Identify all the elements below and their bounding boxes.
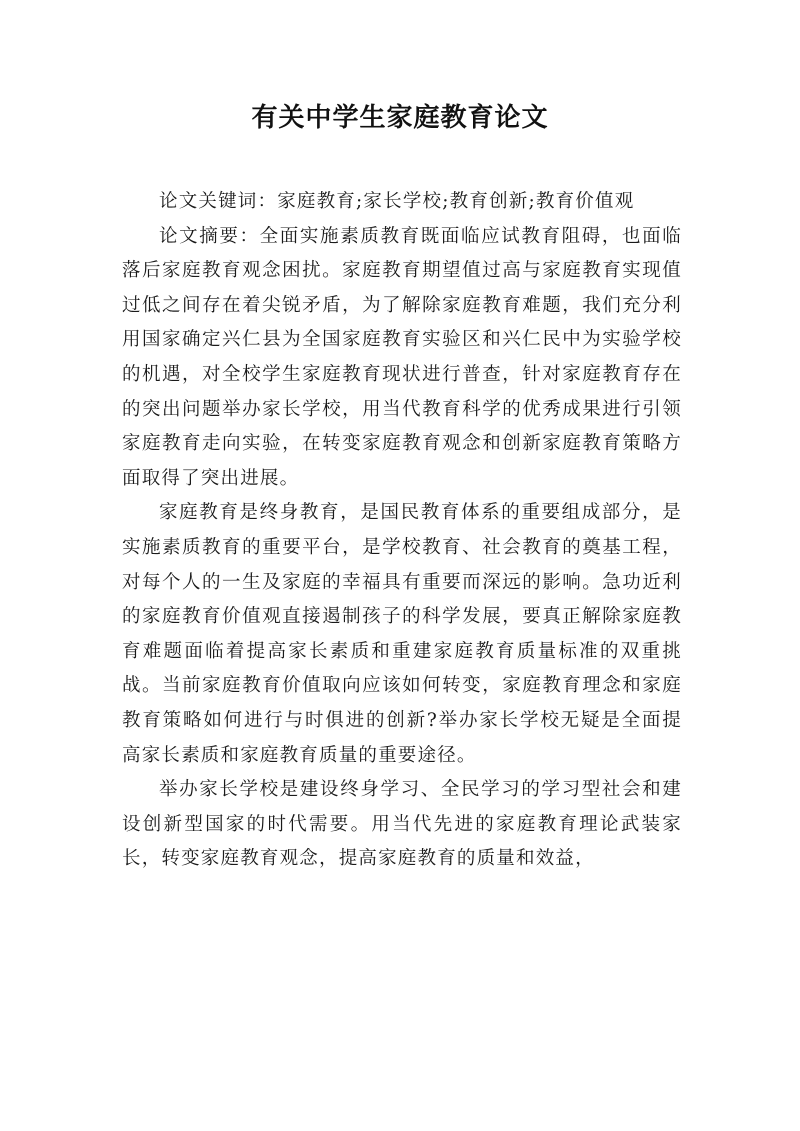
document-title: 有关中学生家庭教育论文 xyxy=(251,103,549,133)
body-paragraph: 举办家长学校是建设终身学习、全民学习的学习型社会和建设创新型国家的时代需要。用当代先进的家庭教育理论武装家长，转变家庭教育观念，提高家庭教育的质量和效益， xyxy=(122,779,682,870)
keywords-paragraph: 论文关键词：家庭教育;家长学校;教育创新;教育价值观 xyxy=(159,191,635,212)
body-paragraph: 家庭教育是终身教育，是国民教育体系的重要组成部分，是实施素质教育的重要平台，是学校教育、社会教育的奠基工程，对每个人的一生及家庭的幸福具有重要而深远的影响。急功近利的家庭教育价值观直接遏制孩子的科学发展，要真正解除家庭教育难题面临着提高家长素质和重建家庭教育质量标准的双重挑战。当前家庭教育价值取向应该如何转变，家庭教育理念和家庭教育策略如何进行与时俱进的创新?举办家长学校无疑是全面提高家长素质和家庭教育质量的重要途径。 xyxy=(122,502,682,766)
document-body xyxy=(122,185,682,877)
abstract-paragraph: 论文摘要：全面实施素质教育既面临应试教育阻碍，也面临落后家庭教育观念困扰。家庭教育期望值过高与家庭教育实现值过低之间存在着尖锐矛盾，为了解除家庭教育难题，我们充分利用国家确定兴仁县为全国家庭教育实验区和兴仁民中为实验学校的机遇，对全校学生家庭教育现状进行普查，针对家庭教育存在的突出问题举办家长学校，用当代教育科学的优秀成果进行引领家庭教育走向实验，在转变家庭教育观念和创新家庭教育策略方面取得了突出进展。 xyxy=(122,225,682,489)
